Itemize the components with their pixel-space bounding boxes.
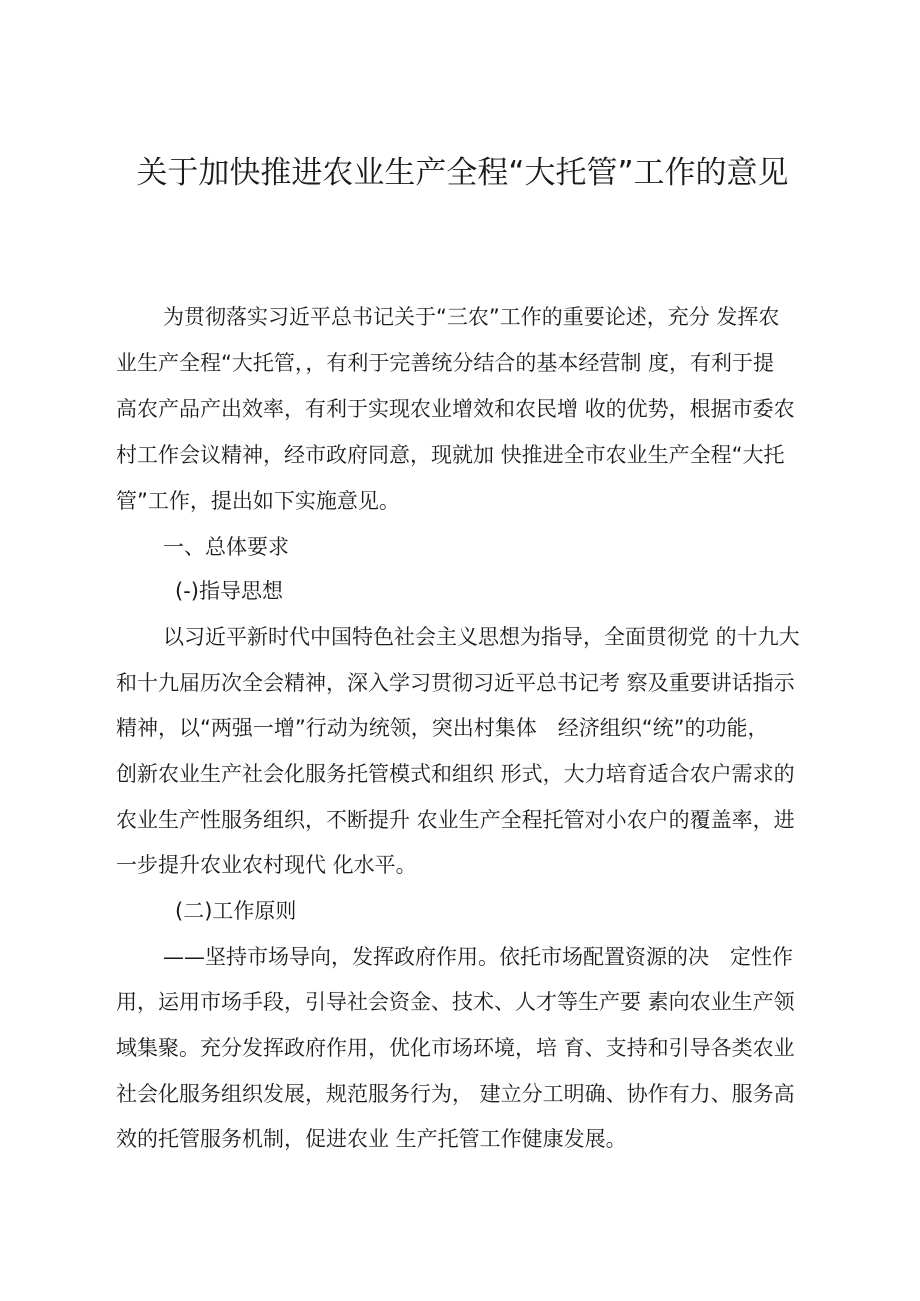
- paragraph-line: 农业生产性服务组织，不断提升 农业生产全程托管对小农户的覆盖率，进: [116, 808, 795, 832]
- paragraph-line: 域集聚。充分发挥政府作用，优化市场环境，培 育、支持和引导各类农业: [116, 1036, 795, 1060]
- paragraph-line: 业生产全程“大托管，，有利于完善统分结合的基本经营制 度，有利于提: [116, 351, 775, 375]
- paragraph-line: 社会化服务组织发展，规范服务行为， 建立分工明确、协作有力、服务高: [116, 1082, 795, 1106]
- paragraph-line: 以习近平新时代中国特色社会主义思想为指导，全面贯彻党 的十九大: [163, 625, 800, 649]
- paragraph-line: 为贯彻落实习近平总书记关于“三农”工作的重要论述，充分 发挥农: [163, 305, 780, 329]
- paragraph-line: 效的托管服务机制，促进农业 生产托管工作健康发展。: [116, 1127, 627, 1151]
- paragraph-line: 用，运用市场手段，引导社会资金、技术、人才等生产要 素向农业生产领: [116, 990, 795, 1014]
- subsection-heading: (二)工作原则: [175, 899, 297, 923]
- paragraph-line: ——坚持市场导向，发挥政府作用。依托市场配置资源的决 定性作: [163, 945, 793, 969]
- paragraph-line: 创新农业生产社会化服务托管模式和组织 形式，大力培育适合农户需求的: [116, 762, 795, 786]
- paragraph-line: 精神，以“两强一增”行动为统领，突出村集体 经济组织“统”的功能，: [116, 716, 769, 740]
- paragraph-line: 一步提升农业农村现代 化水平。: [116, 853, 417, 877]
- section-heading: 一、总体要求: [163, 535, 289, 559]
- paragraph-line: 高农产品产出效率，有利于实现农业增效和农民增 收的优势，根据市委农: [116, 397, 795, 421]
- paragraph-line: 和十九届历次全会精神，深入学习贯彻习近平总书记考 察及重要讲话指示: [116, 671, 795, 695]
- paragraph-line: 村工作会议精神，经市政府同意，现就加 快推进全市农业生产全程“大托: [116, 443, 785, 467]
- subsection-heading: (-)指导思想: [175, 579, 283, 603]
- document-title: 关于加快推进农业生产全程“大托管”工作的意见: [136, 155, 789, 191]
- paragraph-line: 管”工作，提出如下实施意见。: [116, 489, 400, 513]
